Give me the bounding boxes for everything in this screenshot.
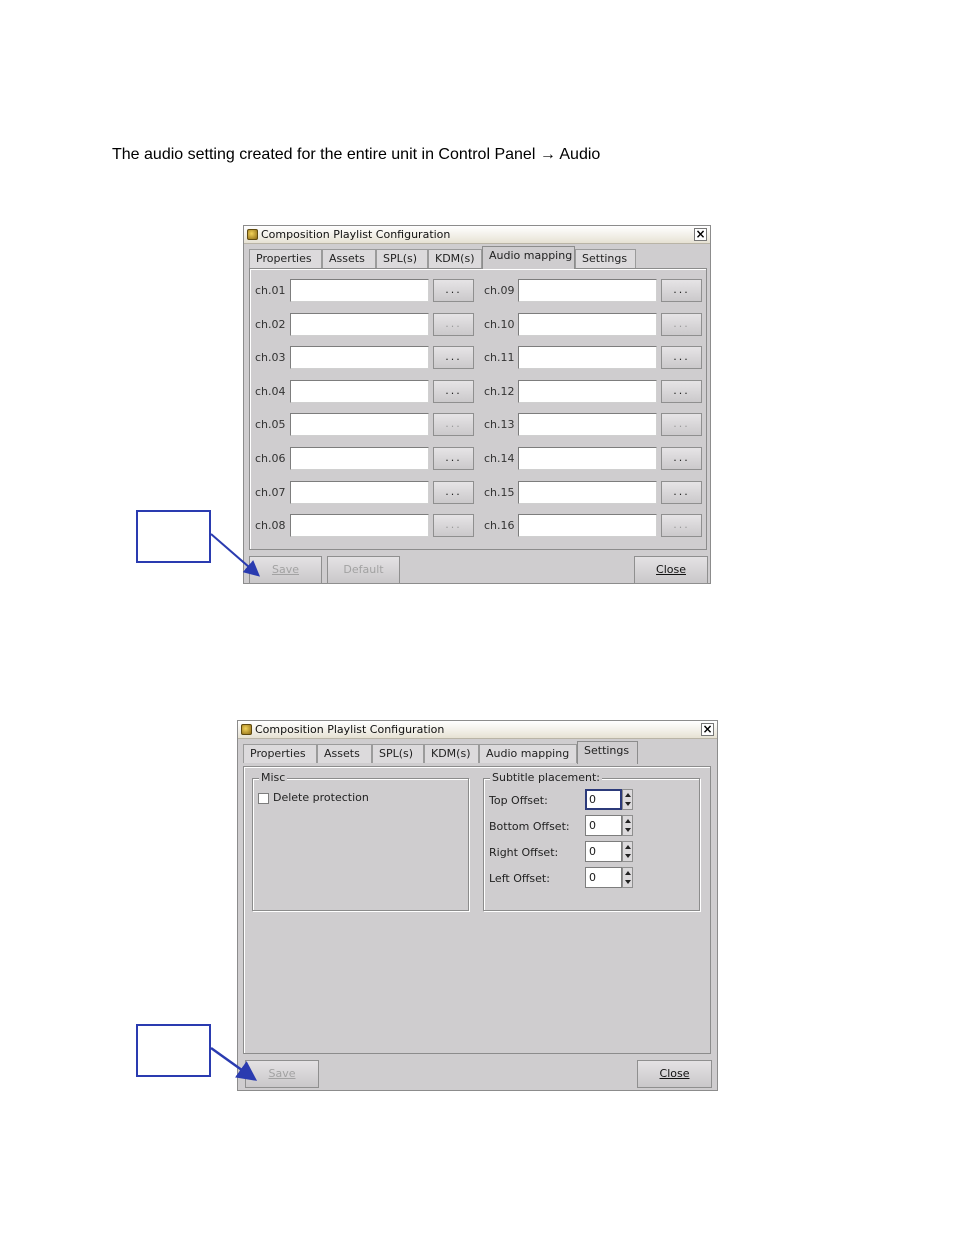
right-offset-label: Right Offset: <box>489 846 559 859</box>
channel-label: ch.10 <box>484 317 515 331</box>
tab-assets[interactable]: Assets <box>317 744 372 763</box>
title-bar <box>238 721 717 739</box>
channel-mapping-input[interactable] <box>518 313 657 336</box>
channel-browse-button[interactable]: ... <box>433 413 474 436</box>
channel-label: ch.16 <box>484 519 515 533</box>
channel-label: ch.01 <box>255 284 286 297</box>
channel-label: ch.13 <box>484 418 515 432</box>
close-icon[interactable]: × <box>702 722 713 736</box>
channel-browse-button[interactable]: ... <box>661 313 702 336</box>
bottom-offset-input[interactable]: 0 <box>585 815 622 836</box>
channel-browse-button[interactable]: ... <box>433 380 474 403</box>
caption-text: The audio setting created for the entire unit in Control Panel → Audio <box>112 146 601 163</box>
channel-label: ch.08 <box>255 519 286 533</box>
subtitle-placement-group <box>483 771 700 911</box>
channel-mapping-input[interactable] <box>518 514 657 537</box>
channel-browse-button[interactable]: ... <box>433 447 474 470</box>
left-offset-spin-icon[interactable] <box>622 867 633 888</box>
channel-mapping-input[interactable] <box>290 380 429 403</box>
channel-label: ch.06 <box>255 452 286 465</box>
channel-browse-button[interactable]: ... <box>661 514 702 537</box>
delete-protection-label: Delete protection <box>273 791 369 804</box>
close-label: Close <box>659 1067 690 1080</box>
channel-mapping-input[interactable] <box>290 313 429 336</box>
bottom-offset-spin-icon[interactable] <box>622 815 633 836</box>
audio-mapping-panel <box>249 268 707 550</box>
window-title: Composition Playlist Configuration <box>261 228 451 241</box>
channel-mapping-input[interactable] <box>518 447 657 470</box>
channel-mapping-input[interactable] <box>290 346 429 369</box>
tab-spls[interactable]: SPL(s) <box>372 744 424 763</box>
callout-box-1 <box>136 510 211 563</box>
app-icon <box>247 229 258 240</box>
channel-mapping-input[interactable] <box>518 380 657 403</box>
channel-mapping-input[interactable] <box>518 413 657 436</box>
channel-label: ch.09 <box>484 284 515 297</box>
close-button[interactable] <box>634 556 708 584</box>
default-button[interactable]: Default <box>327 556 400 584</box>
channel-browse-button[interactable]: ... <box>433 481 474 504</box>
channel-mapping-input[interactable] <box>518 481 657 504</box>
channel-label: ch.03 <box>255 351 286 365</box>
channel-label: ch.02 <box>255 317 286 331</box>
channel-label: ch.04 <box>255 384 286 398</box>
save-button[interactable] <box>245 1060 319 1088</box>
close-label: Close <box>656 563 686 576</box>
tab-kdms[interactable]: KDM(s) <box>428 249 482 268</box>
right-offset-input[interactable]: 0 <box>585 841 622 862</box>
channel-mapping-input[interactable] <box>290 447 429 470</box>
title-bar <box>244 226 710 244</box>
channel-browse-button[interactable]: ... <box>433 313 474 336</box>
app-icon <box>241 724 252 735</box>
tab-spls[interactable]: SPL(s) <box>376 249 428 268</box>
tab-settings[interactable]: Settings <box>575 249 636 268</box>
misc-group <box>252 771 469 911</box>
channel-browse-button[interactable]: ... <box>661 447 702 470</box>
delete-protection-checkbox[interactable] <box>258 793 269 804</box>
channel-browse-button[interactable]: ... <box>433 346 474 369</box>
right-offset-spin-icon[interactable] <box>622 841 633 862</box>
cpl-config-window-audio <box>243 225 711 584</box>
save-button[interactable] <box>249 556 322 584</box>
channel-mapping-input[interactable] <box>290 279 429 302</box>
left-offset-input[interactable]: 0 <box>585 867 622 888</box>
close-icon[interactable]: × <box>695 227 706 241</box>
tab-audio-mapping[interactable]: Audio mapping <box>479 744 577 763</box>
channel-mapping-input[interactable] <box>290 514 429 537</box>
channel-browse-button[interactable]: ... <box>661 481 702 504</box>
channel-browse-button[interactable]: ... <box>661 413 702 436</box>
settings-panel <box>243 766 711 1054</box>
callout-box-2 <box>136 1024 211 1077</box>
top-offset-label: Top Offset: <box>489 794 548 807</box>
top-offset-input[interactable]: 0 <box>585 789 622 810</box>
tab-audio-mapping[interactable]: Audio mapping <box>482 246 575 269</box>
channel-label: ch.07 <box>255 485 286 499</box>
close-button[interactable] <box>637 1060 712 1088</box>
save-label: Save <box>271 563 299 576</box>
channel-mapping-input[interactable] <box>518 279 657 302</box>
cpl-config-window-settings <box>237 720 718 1091</box>
tab-settings[interactable]: Settings <box>577 741 638 764</box>
tab-assets[interactable]: Assets <box>322 249 376 268</box>
channel-browse-button[interactable]: ... <box>661 279 702 302</box>
channel-browse-button[interactable]: ... <box>661 380 702 403</box>
channel-label: ch.14 <box>484 452 515 465</box>
window-title: Composition Playlist Configuration <box>255 723 445 736</box>
channel-mapping-input[interactable] <box>518 346 657 369</box>
channel-browse-button[interactable]: ... <box>433 514 474 537</box>
tab-properties[interactable]: Properties <box>243 744 317 763</box>
bottom-offset-label: Bottom Offset: <box>489 820 570 833</box>
misc-group-title: Misc <box>261 771 286 784</box>
left-offset-label: Left Offset: <box>489 872 550 885</box>
channel-label: ch.15 <box>484 485 515 499</box>
save-label: Save <box>268 1067 296 1080</box>
channel-label: ch.05 <box>255 418 286 432</box>
channel-label: ch.12 <box>484 384 515 398</box>
channel-mapping-input[interactable] <box>290 413 429 436</box>
channel-browse-button[interactable]: ... <box>433 279 474 302</box>
channel-label: ch.11 <box>484 351 515 365</box>
channel-browse-button[interactable]: ... <box>661 346 702 369</box>
top-offset-spin-icon[interactable] <box>622 789 633 810</box>
tab-kdms[interactable]: KDM(s) <box>424 744 479 763</box>
channel-mapping-input[interactable] <box>290 481 429 504</box>
tab-properties[interactable]: Properties <box>249 249 322 268</box>
subtitle-placement-title: Subtitle placement: <box>492 771 601 784</box>
